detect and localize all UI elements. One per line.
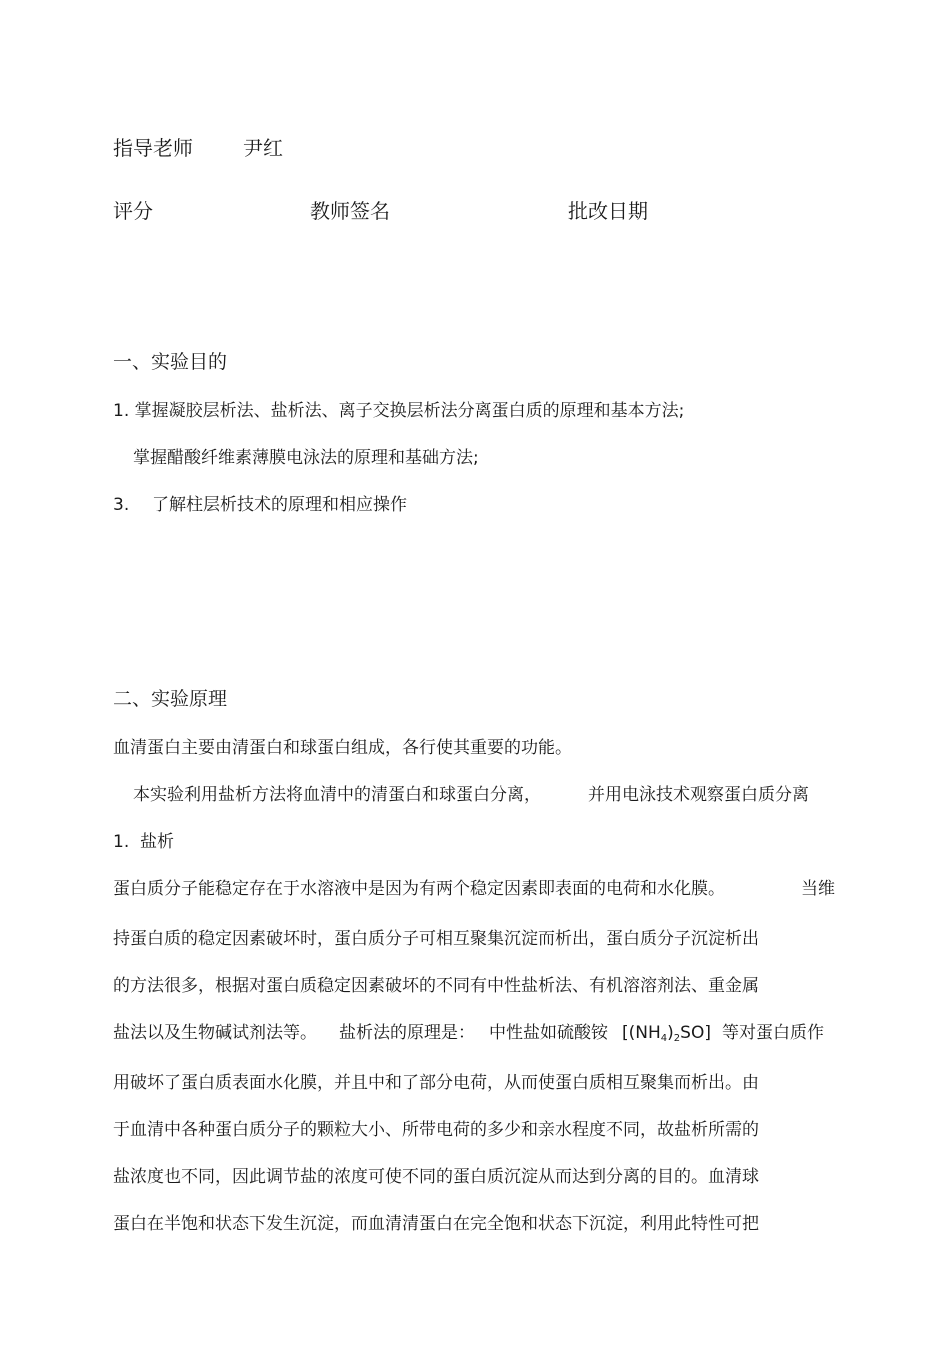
body-line-4b: 盐析法的原理是： xyxy=(339,1023,475,1043)
objective-item-2: 掌握醋酸纤维素薄膜电泳法的原理和基础方法; xyxy=(133,448,479,468)
formula-sub-1: 4 xyxy=(660,1033,668,1044)
body-line-1b: 当维 xyxy=(801,879,835,899)
formula-sub-2: 2 xyxy=(673,1033,681,1044)
principle-paragraph-2b: 并用电泳技术观察蛋白质分离 xyxy=(588,785,809,805)
ammonium-sulfate-formula xyxy=(622,1022,711,1050)
body-line-7: 盐浓度也不同，因此调节盐的浓度可使不同的蛋白质沉淀从而达到分离的目的。血清球 xyxy=(113,1167,759,1187)
body-line-1a: 蛋白质分子能稳定存在于水溶液中是因为有两个稳定因素即表面的电荷和水化膜。 xyxy=(113,879,725,899)
body-line-4a: 盐法以及生物碱试剂法等。 xyxy=(113,1023,317,1043)
subsection-number: 1. xyxy=(113,832,130,852)
formula-part-a: [(NH xyxy=(622,1023,661,1043)
formula-part-c: SO] xyxy=(680,1023,711,1043)
subsection-title-salting-out: 盐析 xyxy=(140,832,174,852)
principle-paragraph-1: 血清蛋白主要由清蛋白和球蛋白组成，各行使其重要的功能。 xyxy=(113,738,572,758)
body-line-2: 持蛋白质的稳定因素破坏时，蛋白质分子可相互聚集沉淀而析出，蛋白质分子沉淀析出 xyxy=(113,929,759,949)
body-line-6: 于血清中各种蛋白质分子的颗粒大小、所带电荷的多少和亲水程度不同，故盐析所需的 xyxy=(113,1120,759,1140)
objective-item-3-number: 3. xyxy=(113,495,130,515)
body-line-4c: 中性盐如硫酸铵 xyxy=(489,1023,608,1043)
score-label: 评分 xyxy=(113,199,153,223)
body-line-5: 用破坏了蛋白质表面水化膜，并且中和了部分电荷，从而使蛋白质相互聚集而析出。由 xyxy=(113,1073,759,1093)
review-date-label: 批改日期 xyxy=(568,199,648,223)
section-title-objectives: 一、实验目的 xyxy=(113,351,228,373)
principle-paragraph-2a: 本实验利用盐析方法将血清中的清蛋白和球蛋白分离， xyxy=(133,785,541,805)
objective-item-1: 1. 掌握凝胶层析法、盐析法、离子交换层析法分离蛋白质的原理和基本方法; xyxy=(113,401,685,421)
advisor-row xyxy=(113,135,193,161)
signature-label: 教师签名 xyxy=(310,199,390,223)
body-line-3: 的方法很多，根据对蛋白质稳定因素破坏的不同有中性盐析法、有机溶溶剂法、重金属 xyxy=(113,976,759,996)
objective-item-3: 了解柱层析技术的原理和相应操作 xyxy=(152,495,407,515)
section-title-principles: 二、实验原理 xyxy=(113,688,228,710)
formula-part-b: ) xyxy=(667,1023,674,1043)
body-line-8: 蛋白在半饱和状态下发生沉淀，而血清清蛋白在完全饱和状态下沉淀，利用此特性可把 xyxy=(113,1214,759,1234)
body-line-4d: 等对蛋白质作 xyxy=(722,1023,824,1043)
advisor-name: 尹红 xyxy=(243,136,283,160)
advisor-label: 指导老师 xyxy=(113,136,193,160)
